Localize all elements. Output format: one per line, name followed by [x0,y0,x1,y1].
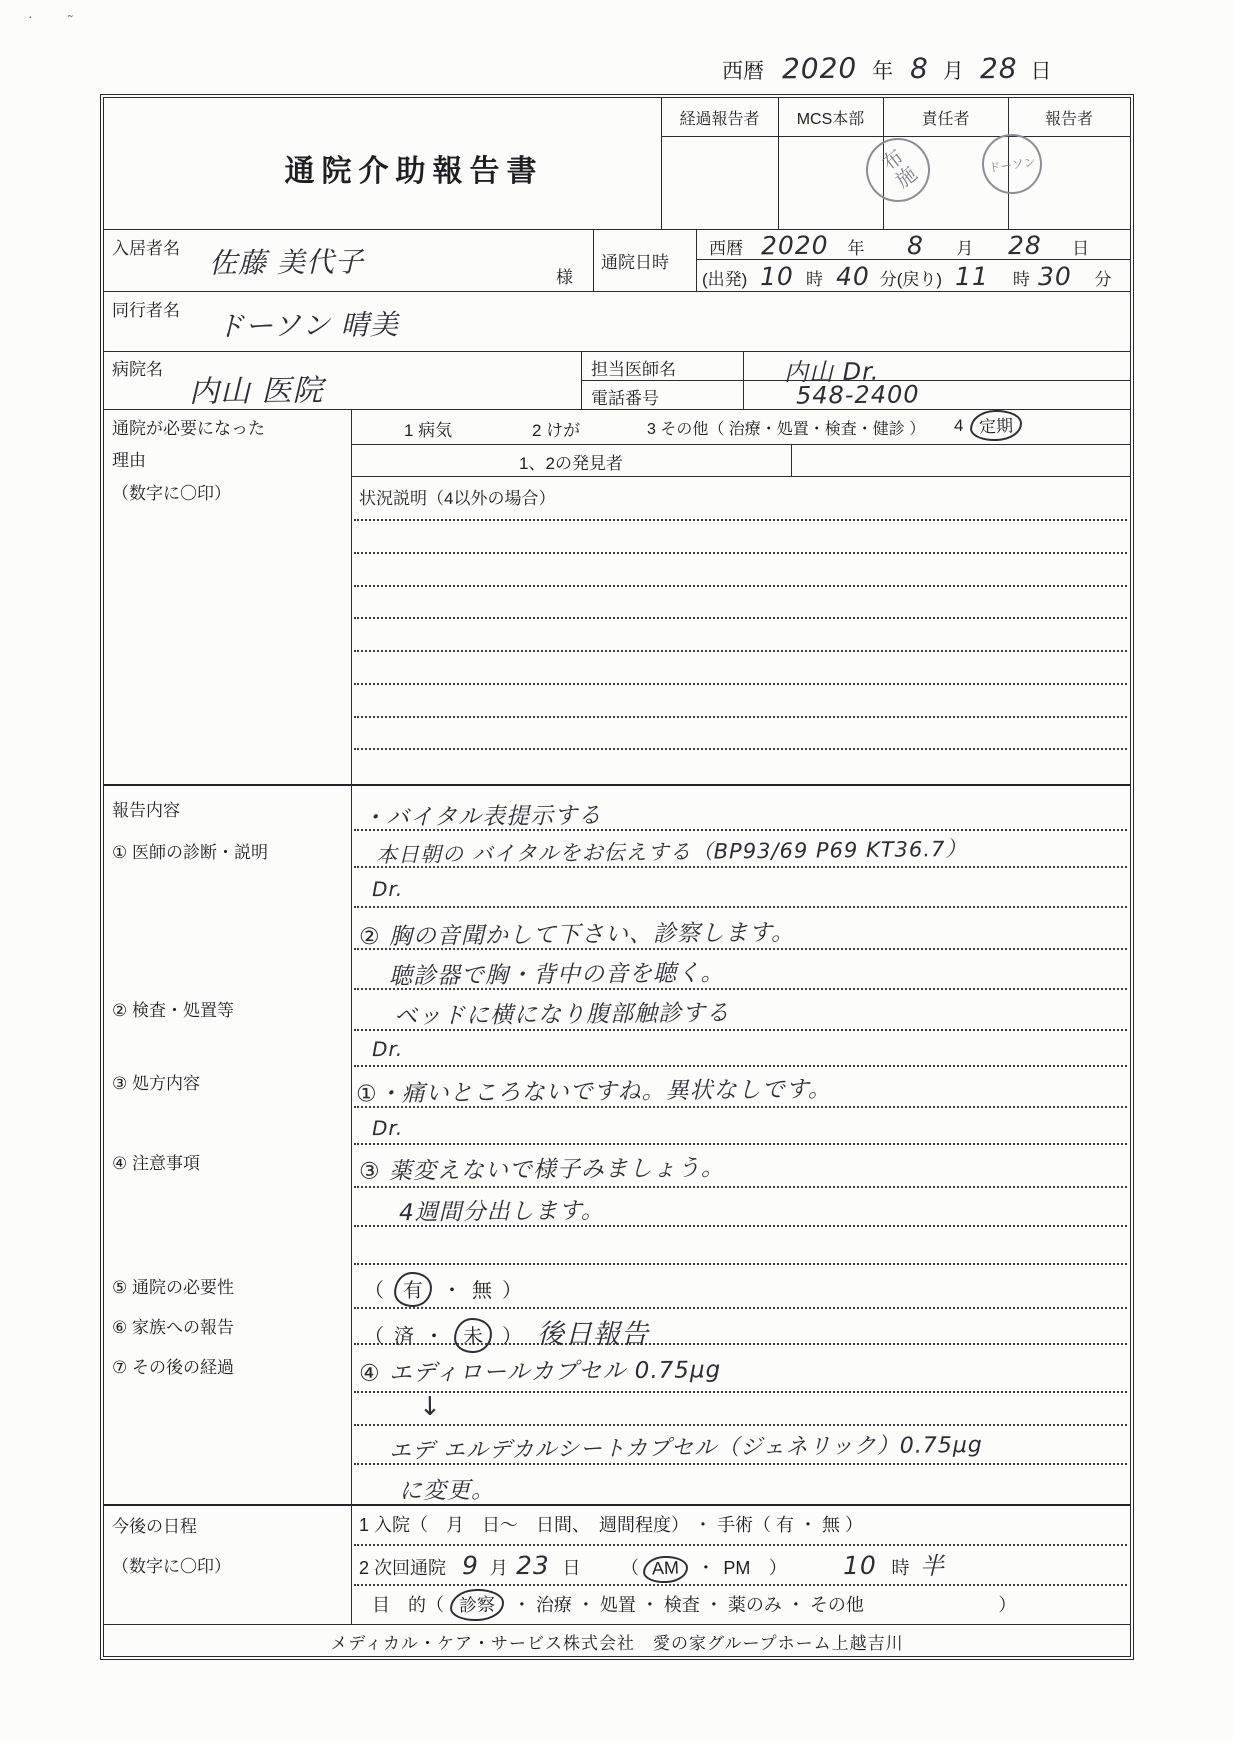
schedule-row2 [359,1546,945,1583]
family-open: （ [364,1326,384,1348]
grid-line-v [743,351,744,409]
hospital-name-handwritten: 内山 医院 [188,373,324,410]
scan-artifact: ˜ [68,12,73,28]
grid-line-v [581,351,582,409]
dotted-rule [354,1584,1127,1586]
visit-date-day-unit: 日 [1072,239,1090,258]
visit-date-day: 28 [1007,230,1042,261]
family-pending-circled: 未 [453,1317,492,1353]
family-report-options [359,1312,654,1353]
necessity-open: （ [364,1280,384,1302]
top-date-month-unit: 月 [942,60,964,83]
grid-line-h [104,784,1130,786]
reason-option-regular-circled [970,410,1022,441]
hanko-stamp-fuse [853,125,943,215]
dotted-rule [354,1143,1127,1145]
visit-return-min: 30 [1038,261,1073,292]
approval-col-mcs-hq: MCS本部 [796,111,865,128]
schedule-label-line1: 今後の日程 [112,1517,197,1536]
dotted-rule [354,683,1127,685]
situation-label: 状況説明（4以外の場合） [359,489,556,508]
report-item6-label: ⑥ 家族への報告 [112,1318,234,1337]
dotted-rule [354,519,1127,521]
top-date-year-unit: 年 [872,60,894,83]
grid-line-v [696,229,697,291]
visit-depart-hour: 10 [759,261,794,292]
footer-company-name: メディカル・ケア・サービス株式会社 愛の家グループホーム上越吉川 [330,1634,904,1653]
necessity-separator: ・ [442,1280,462,1302]
report-note: ベッドに横になり腹部触診する [393,1000,731,1030]
necessity-options [359,1272,527,1307]
top-date-era: 西暦 [722,60,764,83]
family-done: 済 [394,1326,414,1348]
visit-date-year-unit: 年 [847,239,865,258]
dotted-rule [354,585,1127,587]
necessity-close: ） [502,1280,522,1302]
top-date-year: 2020 [782,51,858,86]
grid-line-h [104,1624,1130,1625]
visit-depart-label: (出発) [702,270,748,289]
report-note: ③ 薬変えないで様子みましょう。 [358,1155,726,1185]
schedule-next-month: 9 [462,1550,480,1581]
top-date-month: 8 [909,51,929,86]
schedule-pm: PM [723,1558,751,1578]
approval-col-reporter: 報告者 [1044,111,1093,128]
report-item7-label: ⑦ その後の経過 [112,1358,234,1377]
report-item1-label: ① 医師の診断・説明 [112,843,268,862]
resident-name-handwritten: 佐藤 美代子 [208,245,365,280]
reason-option-injury: 2 けが [532,421,581,440]
schedule-label-line2: （数字に〇印） [112,1557,231,1576]
grid-line-h [104,291,1130,292]
schedule-next-day: 23 [516,1550,551,1581]
hanko-stamp-fuse-text: 布施 [875,146,920,195]
report-note: Dr. [371,1036,404,1062]
approval-col-responsible: 責任者 [921,111,970,128]
doctor-label: 担当医師名 [591,360,676,379]
visit-date-row [709,231,1089,260]
schedule-next-month-unit: 月 [489,1558,508,1578]
report-note-arrow: ↓ [418,1391,442,1423]
visit-return-label: 分(戻り) [879,270,943,289]
grid-line-h [351,476,1130,477]
grid-line-v [791,444,792,476]
companion-label: 同行者名 [112,301,180,320]
family-close: ） [502,1326,522,1348]
schedule-next-half: 半 [919,1551,946,1581]
grid-line-h [351,444,1130,445]
visit-return-hour: 11 [954,261,989,292]
reason-label-line1: 通院が必要になった [112,419,265,438]
schedule-ampm-open: （ [621,1558,639,1578]
schedule-ampm-close: ） [768,1558,787,1578]
reason-label-line2: 理由 [112,451,146,470]
dotted-rule [354,1307,1127,1309]
hospital-label: 病院名 [112,360,163,379]
schedule-purpose-close: ） [998,1595,1017,1615]
report-item3-label: ③ 処方内容 [112,1074,200,1093]
dotted-rule [354,552,1127,554]
schedule-next-hour: 10 [843,1550,878,1581]
top-date-day: 28 [980,51,1019,86]
report-form [103,97,1131,1657]
dotted-rule [354,617,1127,619]
report-note: 4週間分出します。 [398,1197,605,1227]
hanko-stamp-dawson [978,130,1046,198]
grid-line-v [351,409,352,1624]
report-note: Dr. [371,1115,404,1141]
hanko-stamp-dawson-text: ドーソン [987,154,1037,175]
grid-line-h [104,229,1130,230]
visit-date-month-unit: 月 [956,239,974,258]
top-date [722,52,1051,85]
family-note-handwritten: 後日報告 [537,1319,649,1350]
visit-datetime-label: 通院日時 [601,253,669,272]
report-note: エデ エルデカルシートカプセル（ジェネリック）0.75μg [388,1432,983,1465]
resident-honorific: 様 [556,268,573,287]
necessity-no: 無 [472,1280,492,1302]
phone-label: 電話番号 [591,389,659,408]
visit-depart-hour-unit: 時 [806,270,824,289]
report-note: 本日朝の バイタルをお伝えする（BP93/69 P69 KT36.7） [375,836,968,868]
visit-return-hour-unit: 時 [1012,270,1030,289]
visit-return-min-unit: 分 [1094,270,1112,289]
dotted-rule [354,1263,1127,1265]
dotted-rule [354,1424,1127,1426]
scan-artifact: · [28,8,33,24]
top-date-day-unit: 日 [1030,60,1052,83]
dotted-rule [354,748,1127,750]
grid-line-h [104,351,1130,352]
reason-option-other: 3 その他（ 治療・処置・検査・健診 ） [647,421,926,438]
visit-date-year: 2020 [761,230,830,261]
report-item5-label: ⑤ 通院の必要性 [112,1278,234,1297]
schedule-next-hour-unit: 時 [891,1558,910,1578]
dotted-rule [354,650,1127,652]
grid-line-h [104,1504,1130,1506]
report-note: ② 胸の音聞かして下さい、診察します。 [358,919,796,951]
report-note: Dr. [371,876,404,902]
report-note: 聴診器で胸・背中の音を聴く。 [388,960,725,990]
report-item2-label: ② 検査・処置等 [112,1001,234,1020]
report-item4-label: ④ 注意事項 [112,1154,200,1173]
visit-date-era: 西暦 [709,239,743,258]
schedule-next-day-unit: 日 [562,1558,581,1578]
schedule-purpose-label: 目 的（ [372,1595,444,1615]
schedule-am-circled: AM [643,1555,689,1584]
dotted-rule [354,1065,1127,1067]
schedule-row3 [372,1589,1016,1621]
dotted-rule [354,1391,1127,1393]
grid-line-v [593,229,594,291]
visit-time-row [702,262,1112,291]
schedule-next-visit-label: 2 次回通院 [359,1558,447,1578]
report-note: ・バイタル表提示する [361,802,603,832]
report-section-label: 報告内容 [112,801,180,820]
dotted-rule [354,906,1127,908]
schedule-ampm-separator: ・ [696,1558,715,1578]
schedule-purpose-circled: 診察 [450,1588,505,1622]
approval-col-progress-reporter: 経過報告者 [679,111,760,128]
family-separator: ・ [424,1326,444,1348]
dotted-rule [354,716,1127,718]
report-note: に変更。 [398,1477,496,1505]
finder-label: 1、2の発見者 [519,454,623,473]
page-title: 通院介助報告書 [284,155,544,188]
reason-option-regular-number: 4 [954,416,964,435]
visit-depart-min: 40 [835,261,870,292]
necessity-yes-circled: 有 [393,1271,432,1307]
dotted-rule [354,1186,1127,1188]
reason-option-sickness: 1 病気 [404,421,453,440]
schedule-row1: 1 入院（ 月 日～ 日間、 週間程度） ・ 手術（ 有 ・ 無 ） [359,1515,864,1535]
companion-name-handwritten: ドーソン 晴美 [215,308,399,343]
schedule-purpose-options: ・ 治療 ・ 処置 ・ 検査 ・ 薬のみ ・ その他 [512,1595,864,1615]
report-note: ①・痛いところないですね。異状なしです。 [355,1076,832,1108]
reason-option-regular-text: 定期 [969,409,1022,442]
resident-label: 入居者名 [112,239,180,258]
visit-date-month: 8 [906,230,925,261]
doctor-name-handwritten: 内山 Dr. [783,357,880,387]
phone-number-handwritten: 548-2400 [795,380,920,410]
report-note: ④ エディロールカプセル 0.75μg [358,1357,722,1387]
reason-label-line3: （数字に〇印） [112,484,231,503]
